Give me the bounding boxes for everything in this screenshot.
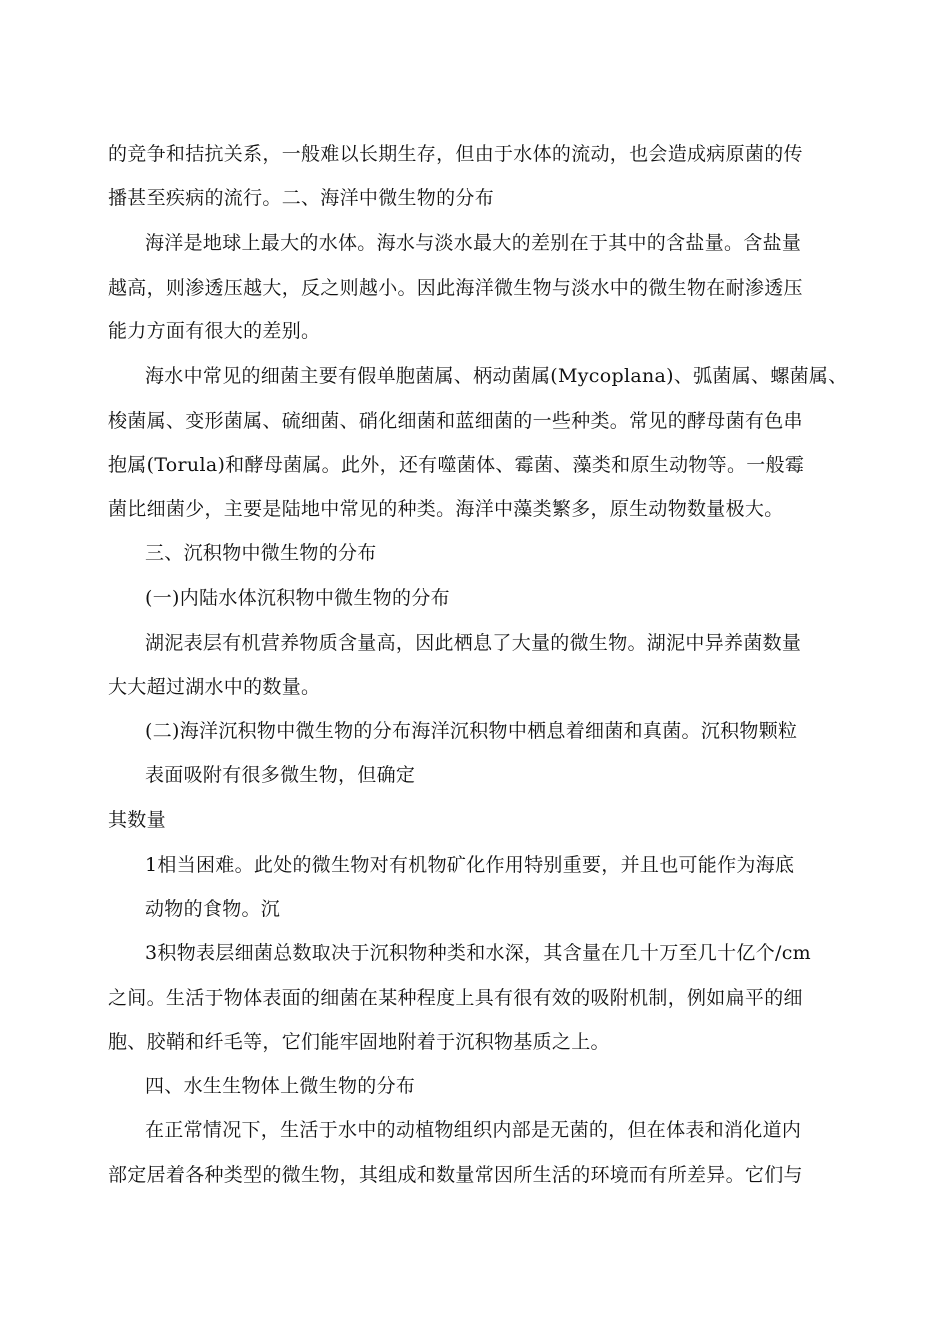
text-line-9: 菌比细菌少，主要是陆地中常见的种类。海洋中藻类繁多，原生动物数量极大。 (108, 498, 784, 520)
subsection-heading-1: (一)内陆水体沉积物中微生物的分布 (145, 587, 450, 609)
text-line-6: 海水中常见的细菌主要有假单胞菌属、柄动菌属(Mycoplana)、弧菌属、螺菌属、 (145, 365, 848, 387)
text-line-1: 的竞争和拮抗关系，一般难以长期生存，但由于水体的流动，也会造成病原菌的传 (108, 143, 803, 165)
text-line-7: 梭菌属、变形菌属、硫细菌、硝化细菌和蓝细菌的一些种类。常见的酵母菌有色串 (108, 410, 803, 432)
text-line-12: 湖泥表层有机营养物质含量高，因此栖息了大量的微生物。湖泥中异养菌数量 (145, 632, 802, 654)
text-line-15: 表面吸附有很多微生物，但确定 (145, 764, 416, 786)
subsection-heading-2: (二)海洋沉积物中微生物的分布海洋沉积物中栖息着细菌和真菌。沉积物颗粒 (145, 720, 798, 742)
text-line-8: 抱属(Torula)和酵母菌属。此外，还有噬菌体、霉菌、藻类和原生动物等。一般霉 (108, 454, 805, 476)
text-line-18: 动物的食物。沉 (145, 898, 281, 920)
text-line-13: 大大超过湖水中的数量。 (108, 676, 321, 698)
text-line-20: 之间。生活于物体表面的细菌在某种程度上具有很有效的吸附机制，例如扁平的细 (108, 987, 803, 1009)
text-line-23: 在正常情况下，生活于水中的动植物组织内部是无菌的，但在体表和消化道内 (145, 1119, 802, 1141)
text-line-2: 播甚至疾病的流行。二、海洋中微生物的分布 (108, 187, 495, 209)
text-line-19: 3积物表层细菌总数取决于沉积物种类和水深，其含量在几十万至几十亿个/cm (145, 942, 811, 964)
text-line-24: 部定居着各种类型的微生物，其组成和数量常因所生活的环境而有所差异。它们与 (108, 1164, 803, 1186)
text-line-17: 1相当困难。此处的微生物对有机物矿化作用特别重要，并且也可能作为海底 (145, 854, 795, 876)
section-heading-4: 四、水生生物体上微生物的分布 (145, 1075, 416, 1097)
text-line-5: 能力方面有很大的差别。 (108, 320, 321, 342)
section-heading-3: 三、沉积物中微生物的分布 (145, 542, 377, 564)
text-line-4: 越高，则渗透压越大，反之则越小。因此海洋微生物与淡水中的微生物在耐渗透压 (108, 277, 803, 299)
text-line-16: 其数量 (108, 809, 166, 831)
text-line-21: 胞、胶鞘和纤毛等，它们能牢固地附着于沉积物基质之上。 (108, 1031, 610, 1053)
text-line-3: 海洋是地球上最大的水体。海水与淡水最大的差别在于其中的含盐量。含盐量 (145, 232, 802, 254)
